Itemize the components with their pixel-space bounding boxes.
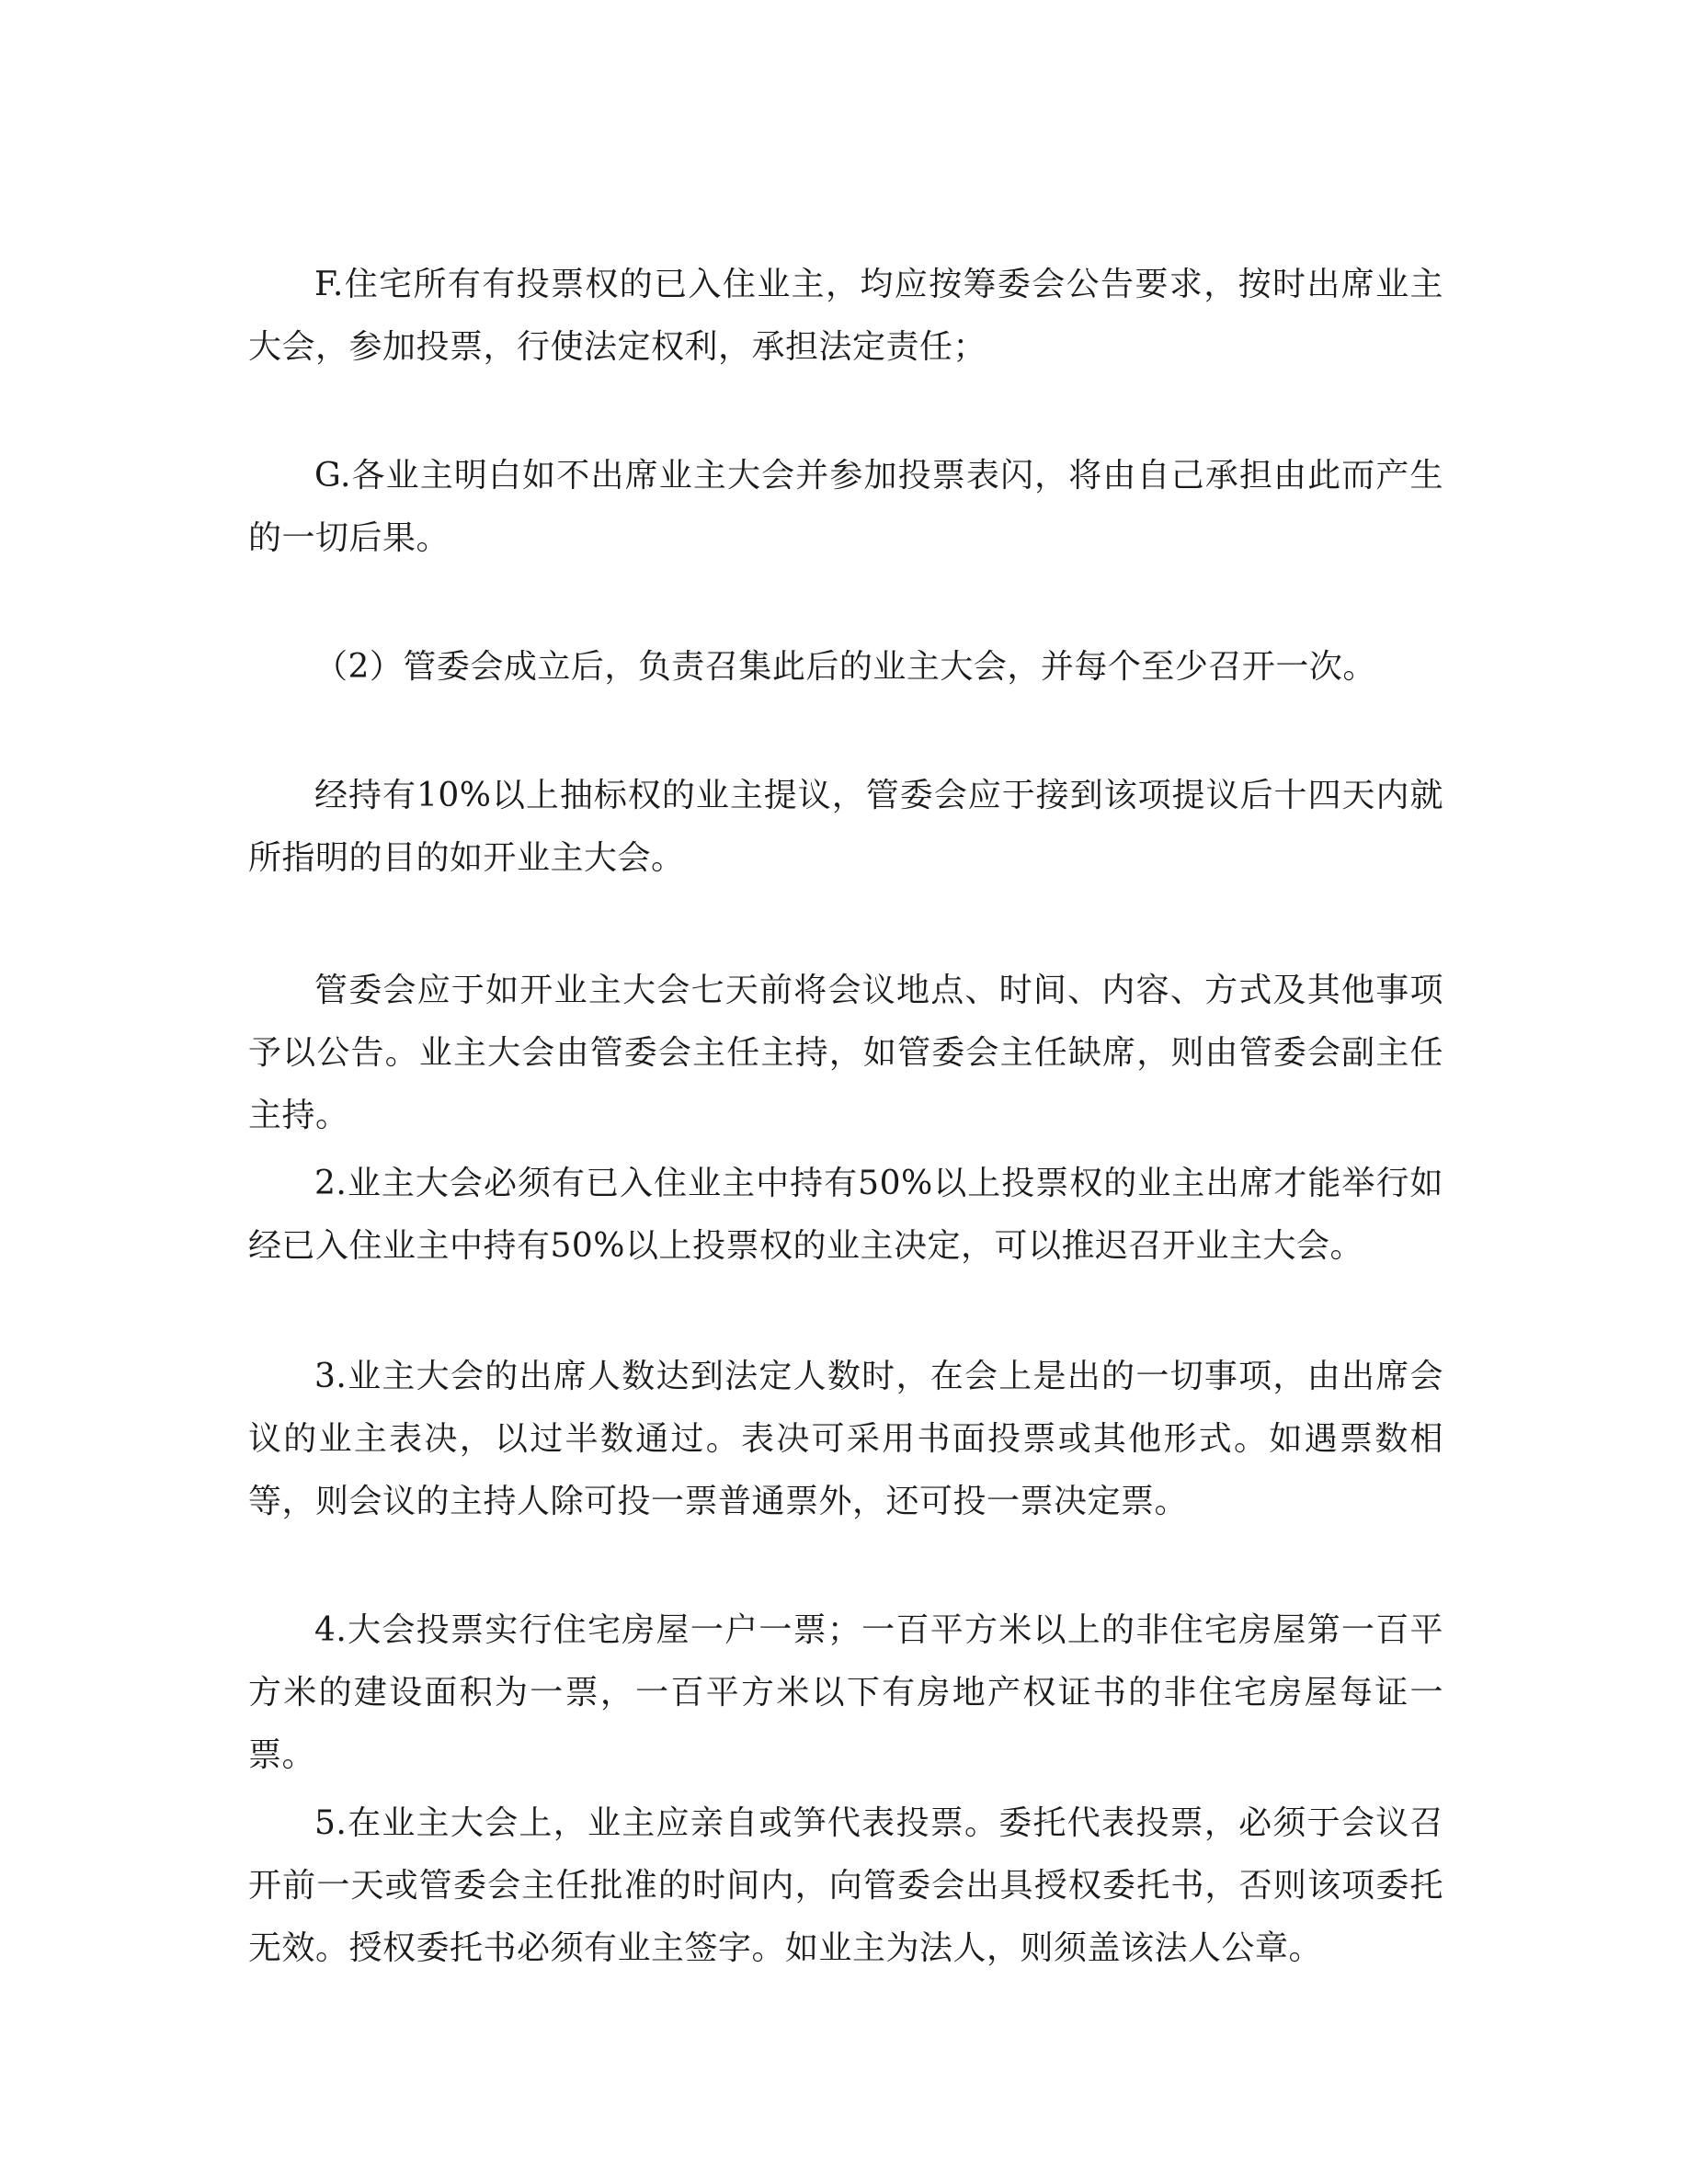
- paragraph-item-f: F.住宅所有有投票权的已入住业主，均应按筹委会公告要求，按时出席业主大会，参加投票，行使法定权利，承担法定责任；: [248, 266, 1443, 366]
- paragraph-section-2: （2）管委会成立后，负责召集此后的业主大会，并每个至少召开一次。: [314, 648, 1376, 686]
- paragraph-clause-3: 3.业主大会的出席人数达到法定人数时，在会上是出的一切事项，由出席会议的业主表决，以过半数通过。表决可采用书面投票或其他形式。如遇票数相等，则会议的主持人除可投一票普通票外，还可投一票决定票。: [248, 1358, 1443, 1520]
- paragraph-proposal: 经持有10%以上抽标权的业主提议，管委会应于接到该项提议后十四天内就所指明的目的如开业主大会。: [248, 777, 1443, 877]
- paragraph-clause-5: 5.在业主大会上，业主应亲自或笋代表投票。委托代表投票，必须于会议召开前一天或管委会主任批准的时间内，向管委会出具授权委托书，否则该项委托无效。授权委托书必须有业主签字。如业主为法人，则须盖该法人公章。: [248, 1804, 1443, 1967]
- paragraph-item-g: G.各业主明白如不出席业主大会并参加投票表闪，将由自己承担由此而产生的一切后果。: [248, 457, 1443, 557]
- paragraph-clause-4: 4.大会投票实行住宅房屋一户一票；一百平方米以上的非住宅房屋第一百平方米的建设面积为一票，一百平方米以下有房地产权证书的非住宅房屋每证一票。: [248, 1611, 1443, 1774]
- paragraph-clause-2: 2.业主大会必须有已入住业主中持有50%以上投票权的业主出席才能举行如经已入住业主中持有50%以上投票权的业主决定，可以推迟召开业主大会。: [248, 1165, 1443, 1265]
- paragraph-notice: 管委会应于如开业主大会七天前将会议地点、时间、内容、方式及其他事项予以公告。业主大会由管委会主任主持，如管委会主任缺席，则由管委会副主任主持。: [248, 972, 1443, 1134]
